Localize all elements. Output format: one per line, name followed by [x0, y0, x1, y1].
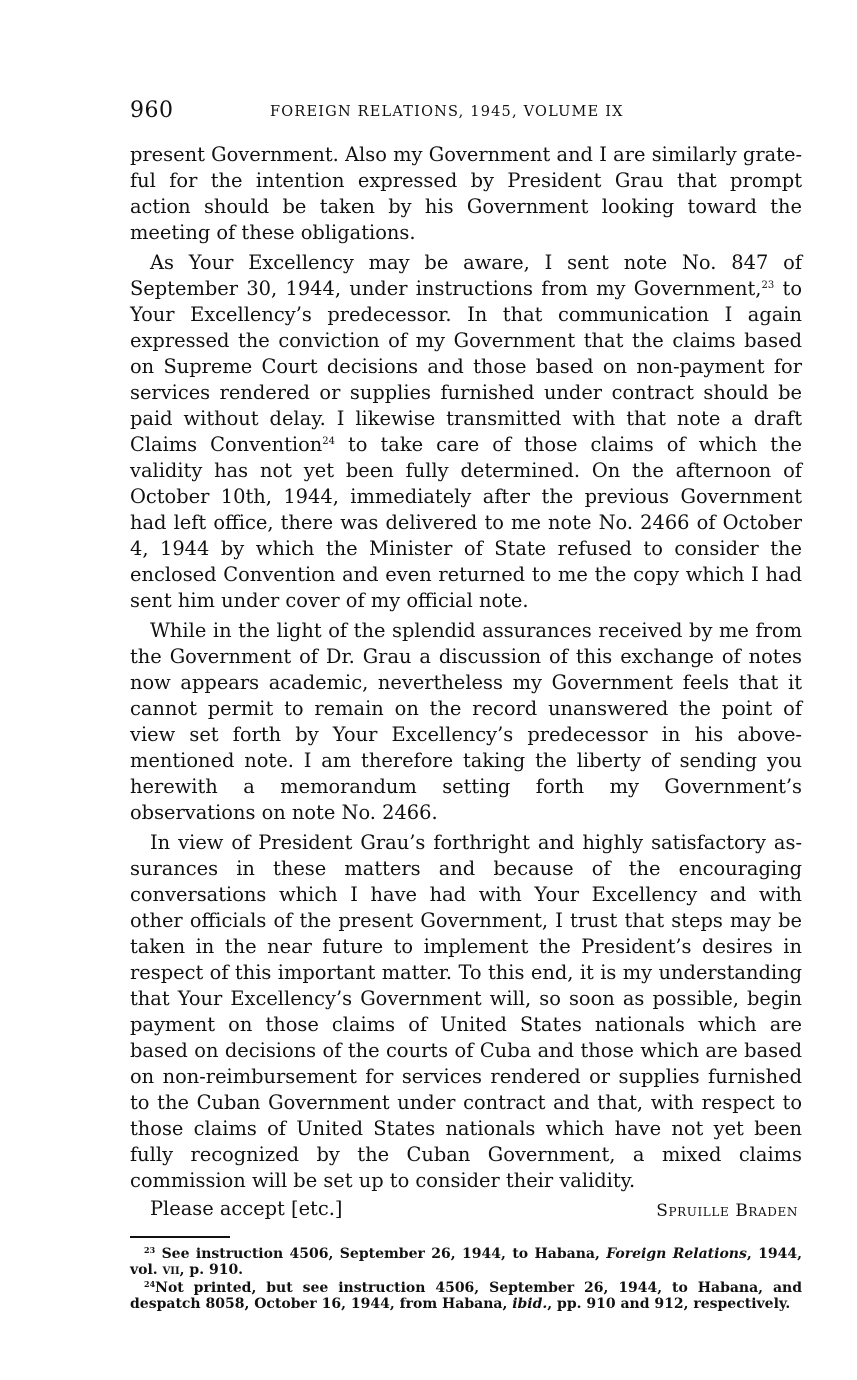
running-head: FOREIGN RELATIONS, 1945, VOLUME IX	[270, 104, 624, 120]
signature: Spruille Braden	[656, 1201, 798, 1221]
footnote-24-ibid: ibid.	[512, 1296, 548, 1312]
paragraph-2-part-a: As Your Excellency may be aware, I sent note No. 847 of September 30, 1944, under instructions from my Government,	[130, 251, 802, 300]
paragraph-4: In view of President Grau’s forthright and highly satisfactory assurances in these matters and because of the encouraging conversations which I have had with Your Excellency and with other officials of the present Government, I trust that steps may be taken in the near future to implement the President’s desires in respect of this important matter. To this end, it is my understanding that Your Excellency’s Government will, so soon as possible, begin payment on those claims of United States nationals which are based on decisions of the courts of Cuba and those which are based on non-reimbursement for services rendered or supplies furnished to the Cuban Government under contract and that, with respect to those claims of United States nationals which have not yet been fully recognized by the Cuban Government, a mixed claims commission will be set up to consider their validity.	[130, 831, 802, 1192]
footnote-23-text-a: See instruction 4506, September 26, 1944, to Habana,	[161, 1246, 607, 1262]
footnote-ref-24: 24	[322, 436, 335, 447]
footnote-23-title: Foreign Relations	[606, 1246, 747, 1262]
footnote-24-marker: 24	[144, 1279, 156, 1290]
footnote-23	[130, 1246, 802, 1278]
footnote-24-text-a: Not printed, but see instruction 4506, September 26, 1944, to Habana, and despatch 8058, October 16, 1944, from Habana,	[130, 1280, 802, 1312]
footnote-24	[130, 1280, 802, 1312]
footnote-23-text-b: , 1944, vol.	[130, 1246, 803, 1278]
footnote-23-text-c: , p. 910.	[179, 1262, 244, 1278]
footnote-24-text-b: , pp. 910 and 912, respectively.	[547, 1296, 791, 1312]
footnote-23-volume: vii	[162, 1262, 180, 1278]
closing-salutation: Please accept [etc.]	[150, 1197, 343, 1220]
paragraph-2	[130, 250, 802, 614]
paragraph-1: present Government. Also my Government and I are similarly grateful for the intention expressed by President Grau that prompt action should be taken by his Government looking toward the meeting of these obligations.	[130, 143, 802, 244]
paragraph-3: While in the light of the splendid assurances received by me from the Government of Dr. Grau a discussion of this exchange of notes now appears academic, nevertheless my Government feels that it cannot permit to remain on the record unanswered the point of view set forth by Your Excellency’s predecessor in his above-mentioned note. I am therefore taking the liberty of sending you herewith a memorandum setting forth my Government’s observations on note No. 2466.	[130, 619, 802, 824]
letter-closing	[130, 1196, 802, 1224]
document-page	[130, 98, 802, 1314]
page-number: 960	[130, 98, 174, 123]
page-header	[130, 98, 802, 134]
footnote-23-marker: 23	[144, 1245, 156, 1256]
body-text	[130, 142, 802, 1194]
paragraph-2-part-b: to Your Excellency’s predecessor. In that communication I again expressed the conviction of my Government that the claims based on Supreme Court decisions and those based on non-payment for services rendered or supplies furnished under contract should be paid without delay. I likewise transmitted with that note a draft Claims Convention	[130, 277, 803, 456]
paragraph-2-part-c: to take care of those claims of which the validity has not yet been fully determined. On the afternoon of October 10th, 1944, immediately after the previous Government had left office, there was delivered to me note No. 2466 of October 4, 1944 by which the Minister of State refused to consider the enclosed Convention and even returned to me the copy which I had sent him under cover of my official note.	[130, 433, 802, 612]
footnote-ref-23: 23	[761, 280, 775, 291]
footnote-divider	[130, 1236, 230, 1238]
